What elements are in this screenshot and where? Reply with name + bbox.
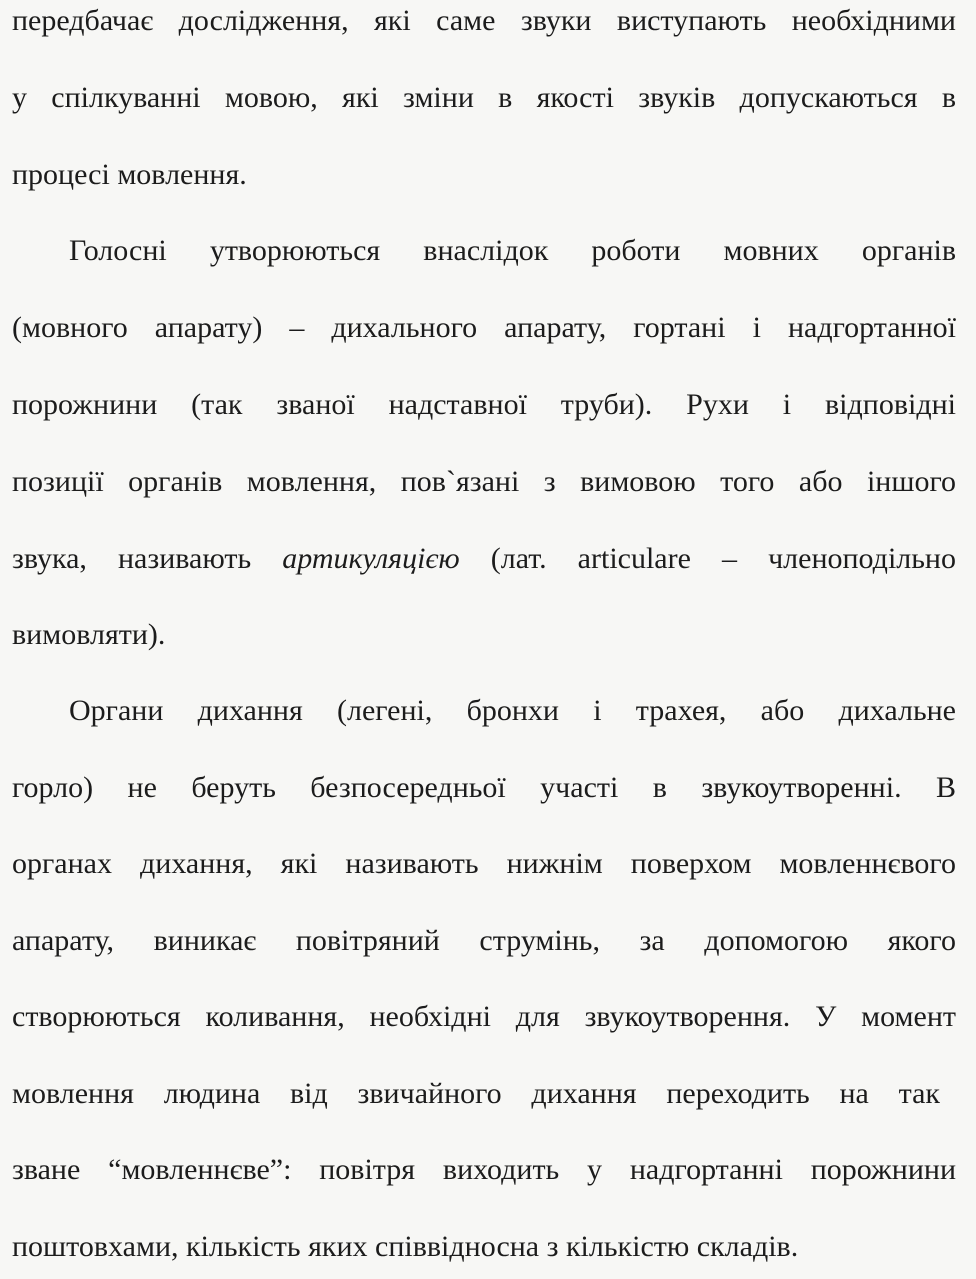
text-line: Голосні утворюються внаслідок роботи мовних органів [69,234,956,267]
text-line: зване “мовленнєве”: повітря виходить у надгортанні порожнини [12,1153,956,1186]
text-line: порожнини (так званої надставної труби). Рухи і відповідні [12,388,956,421]
text-line: створюються коливання, необхідні для звукоутворення. У момент [12,1000,956,1033]
italic-term: артикуляцією [282,542,460,575]
text-line: апарату, виникає повітряний струмінь, за допомогою якого [12,924,956,957]
text-line: у спілкуванні мовою, які зміни в якості звуків допускаються в [12,81,956,114]
text-line: вимовляти). [12,618,166,651]
text-line: Органи дихання (легені, бронхи і трахея, або дихальне [69,694,956,727]
text-line: передбачає дослідження, які саме звуки виступають необхідними [12,4,956,37]
text-segment: звука, називають [12,542,283,575]
text-line: мовлення людина від звичайного дихання переходить на так [12,1077,940,1110]
text-line: горло) не беруть безпосередньої участі в звукоутворенні. В [12,771,956,804]
text-line: поштовхами, кількість яких співвідносна з кількістю складів. [12,1230,799,1263]
text-line: (мовного апарату) – дихального апарату, гортані і надгортанної [12,311,956,344]
text-segment: (лат. articulare – членоподільно [459,542,956,575]
text-line: позиції органів мовлення, пов`язані з вимовою того або іншого [12,465,956,498]
text-line: органах дихання, які називають нижнім поверхом мовленнєвого [12,847,956,880]
text-line: процесі мовлення. [12,158,247,191]
text-line-with-term [12,544,956,574]
